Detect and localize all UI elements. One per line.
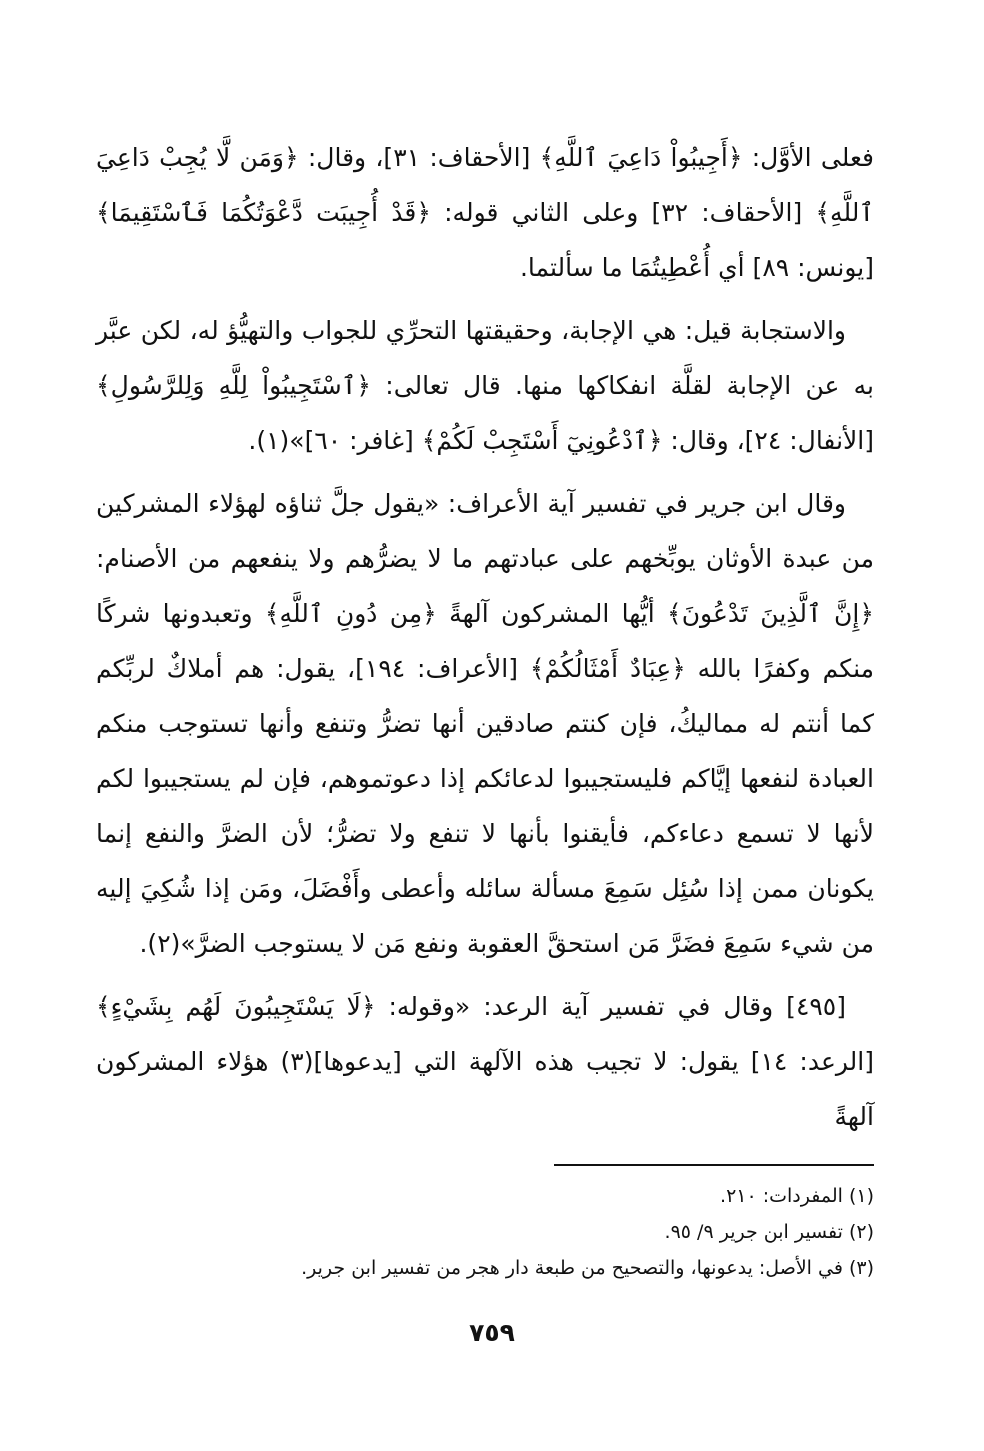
paragraph-3 (96, 476, 874, 971)
page-number: ٧٥٩ (469, 1318, 515, 1347)
paragraph-text: فعلى الأوَّل: ﴿أَجِيبُواْ دَاعِيَ ٱللَّهِ﴾ [الأحقاف: ٣١]، وقال: ﴿وَمَن لَّا يُجِبْ دَاعِيَ ٱللَّهِ﴾ [الأحقاف: ٣٢] وعلى الثاني قوله: ﴿قَدْ أُجِيبَت دَّعْوَتُكُمَا فَٱسْتَقِيمَا﴾ [يونس: ٨٩] أي أُعْطِيتُمَا ما سألتما. (96, 143, 875, 282)
footnote-3: (٣) في الأصل: يدعونها، والتصحيح من طبعة دار هجر من تفسير ابن جرير. (301, 1257, 874, 1279)
paragraph-2 (96, 303, 874, 468)
paragraph-text: [٤٩٥] وقال في تفسير آية الرعد: «وقوله: ﴿لَا يَسْتَجِيبُونَ لَهُم بِشَيْءٍ﴾ [الرعد: ١٤] يقول: لا تجيب هذه الآلهة التي [يدعوها](٣) هؤلاء المشركون آلهةً (96, 992, 874, 1131)
paragraph-text: والاستجابة قيل: هي الإجابة، وحقيقتها التحرِّي للجواب والتهيُّؤ له، لكن عبَّر به عن الإجابة لقلَّة انفكاكها منها. قال تعالى: ﴿ٱسْتَجِيبُواْ لِلَّهِ وَلِلرَّسُولِ﴾ [الأنفال: ٢٤]، وقال: ﴿ٱدْعُونِيٓ أَسْتَجِبْ لَكُمْ﴾ [غافر: ٦٠]»(١). (96, 316, 874, 455)
footnote-divider (554, 1164, 874, 1166)
paragraph-4 (96, 979, 874, 1144)
main-text (96, 130, 874, 1152)
paragraph-text: وقال ابن جرير في تفسير آية الأعراف: «يقول جلَّ ثناؤه لهؤلاء المشركين من عبدة الأوثان يوبِّخهم على عبادتهم ما لا يضرُّهم ولا ينفعهم من الأصنام: ﴿إِنَّ ٱلَّذِينَ تَدْعُونَ﴾ أيُّها المشركون آلهةً ﴿مِن دُونِ ٱللَّهِ﴾ وتعبدونها شركًا منكم وكفرًا بالله ﴿عِبَادٌ أَمْثَالُكُمْ﴾ [الأعراف: ١٩٤]، يقول: هم أملاكٌ لربِّكم كما أنتم له مماليكُ، فإن كنتم صادقين أنها تضرُّ وتنفع وأنها تستوجب منكم العبادة لنفعها إيَّاكم فليستجيبوا لدعائكم إذا دعوتموهم، فإن لم يستجيبوا لكم لأنها لا تسمع دعاءكم، فأيقنوا بأنها لا تنفع ولا تضرُّ؛ لأن الضرَّ والنفع إنما يكونان ممن إذا سُئِل سَمِعَ مسألة سائله وأعطى وأَفْضَلَ، ومَن إذا شُكِيَ إليه من شيء سَمِعَ فضَرَّ مَن استحقَّ العقوبة ونفع مَن لا يستوجب الضرَّ»(٢). (96, 489, 875, 958)
footnotes (96, 1178, 874, 1286)
paragraph-1 (96, 130, 874, 295)
footnote-2: (٢) تفسير ابن جرير ٩/ ٩٥. (664, 1221, 874, 1243)
footnote-1: (١) المفردات: ٢١٠. (720, 1185, 874, 1207)
